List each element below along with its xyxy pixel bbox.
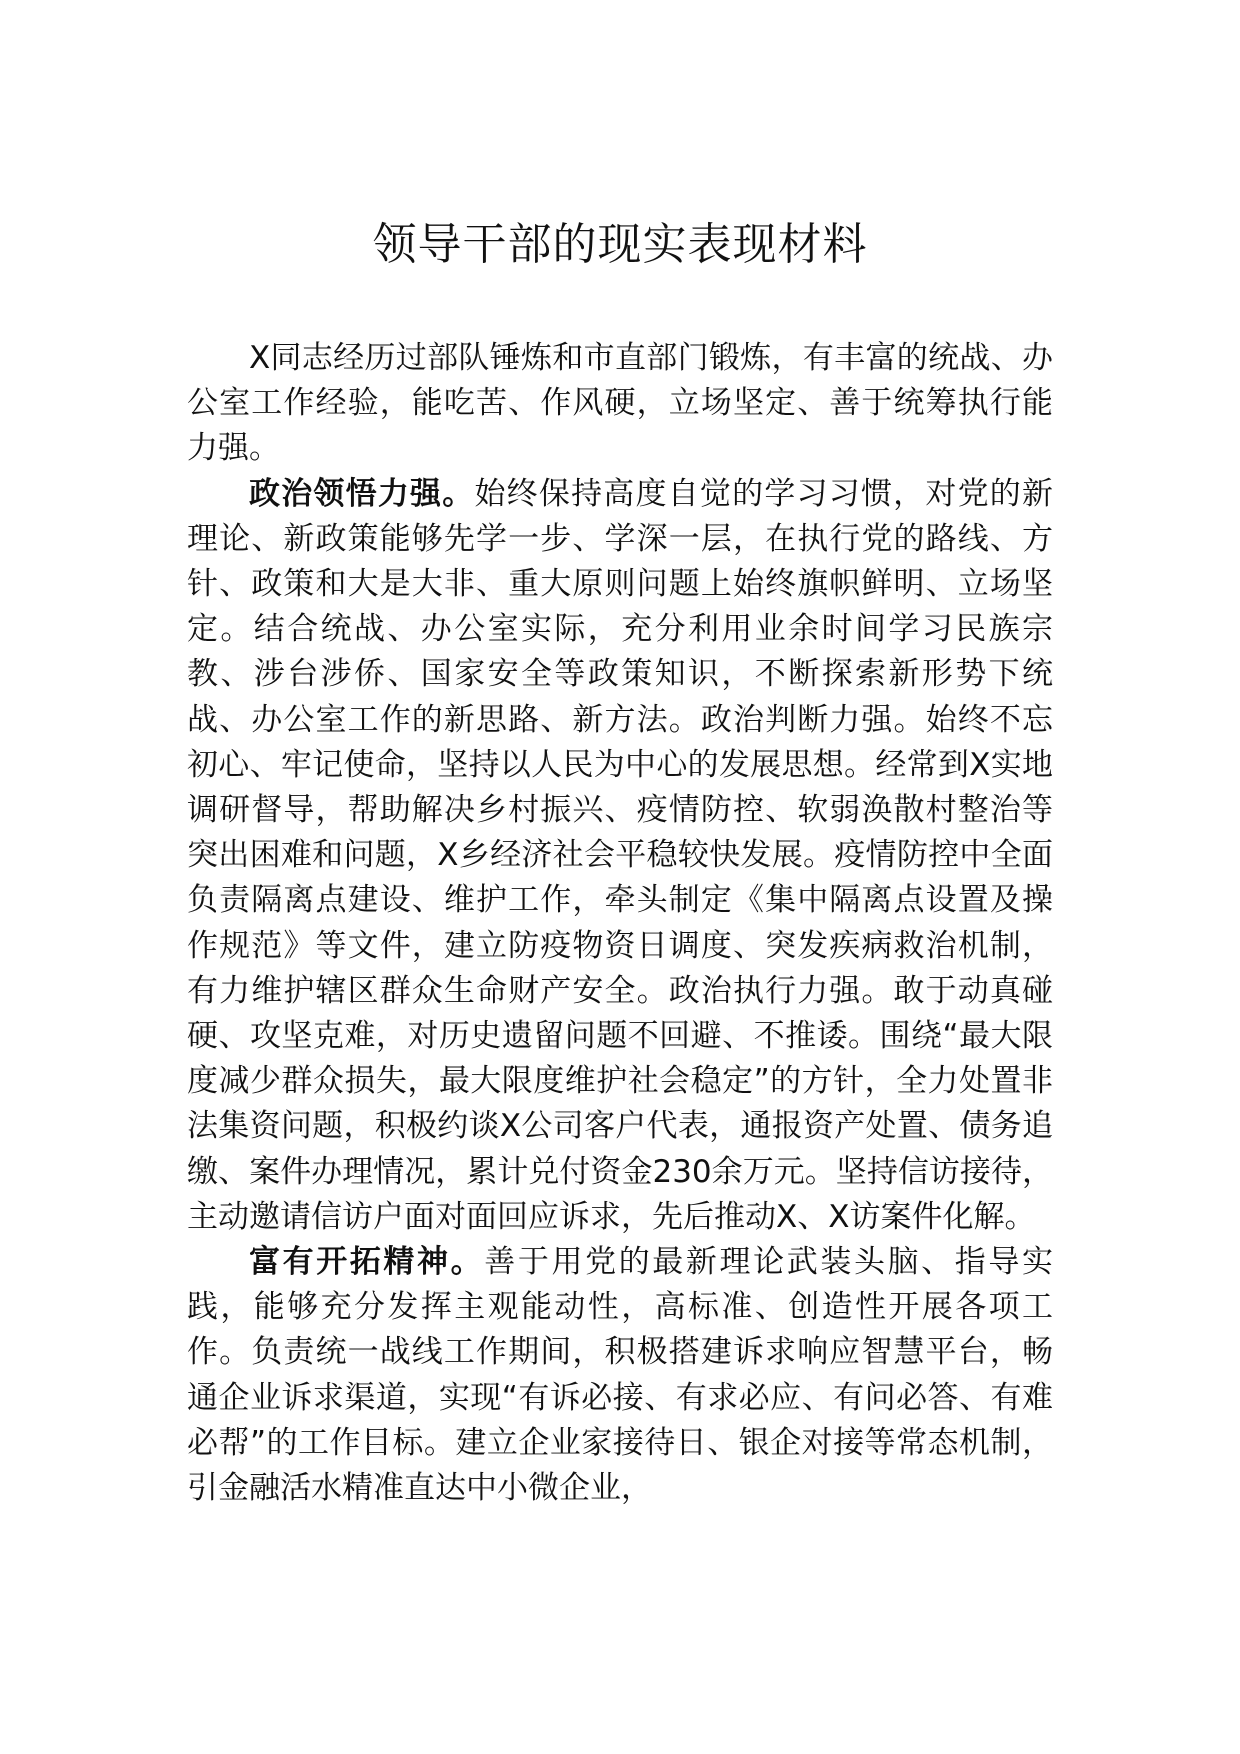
document-body xyxy=(187,336,1053,1511)
paragraph-text: 善于用党的最新理论武装头脑、指导实践，能够充分发挥主观能动性，高标准、创造性开展各项工作。负责统一战线工作期间，积极搭建诉求响应智慧平台，畅通企业诉求渠道，实现“有诉必接、有求必应、有问必答、有难必帮”的工作目标。建立企业家接待日、银企对接等常态机制，引金融活水精准直达中小微企业， xyxy=(187,1244,1054,1507)
paragraph-text: X同志经历过部队锤炼和市直部门锻炼，有丰富的统战、办公室工作经验，能吃苦、作风硬，立场坚定、善于统筹执行能力强。 xyxy=(187,340,1053,467)
paragraph-intro xyxy=(187,336,1053,472)
document-title: 领导干部的现实表现材料 xyxy=(372,219,868,270)
paragraph-lead: 政治领悟力强。 xyxy=(249,475,475,512)
paragraph-text: 始终保持高度自觉的学习习惯，对党的新理论、新政策能够先学一步、学深一层，在执行党的路线、方针、政策和大是大非、重大原则问题上始终旗帜鲜明、立场坚定。结合统战、办公室实际，充分利用业余时间学习民族宗教、涉台涉侨、国家安全等政策知识，不断探索新形势下统战、办公室工作的新思路、新方法。政治判断力强。始终不忘初心、牢记使命，坚持以人民为中心的发展思想。经常到X实地调研督导，帮助解决乡村振兴、疫情防控、软弱涣散村整治等突出困难和问题，X乡经济社会平稳较快发展。疫情防控中全面负责隔离点建设、维护工作，牵头制定《集中隔离点设置及操作规范》等文件，建立防疫物资日调度、突发疾病救治机制，有力维护辖区群众生命财产安全。政治执行力强。敢于动真碰硬、攻坚克难，对历史遗留问题不回避、不推诿。围绕“最大限度减少群众损失，最大限度维护社会稳定”的方针，全力处置非法集资问题，积极约谈X公司客户代表，通报资产处置、债务追缴、案件办理情况，累计兑付资金230余万元。坚持信访接待，主动邀请信访户面对面回应诉求，先后推动X、X访案件化解。 xyxy=(187,475,1054,1235)
paragraph-pioneering-spirit xyxy=(187,1240,1053,1511)
paragraph-lead: 富有开拓精神。 xyxy=(249,1244,485,1281)
paragraph-political-comprehension xyxy=(187,472,1053,1240)
